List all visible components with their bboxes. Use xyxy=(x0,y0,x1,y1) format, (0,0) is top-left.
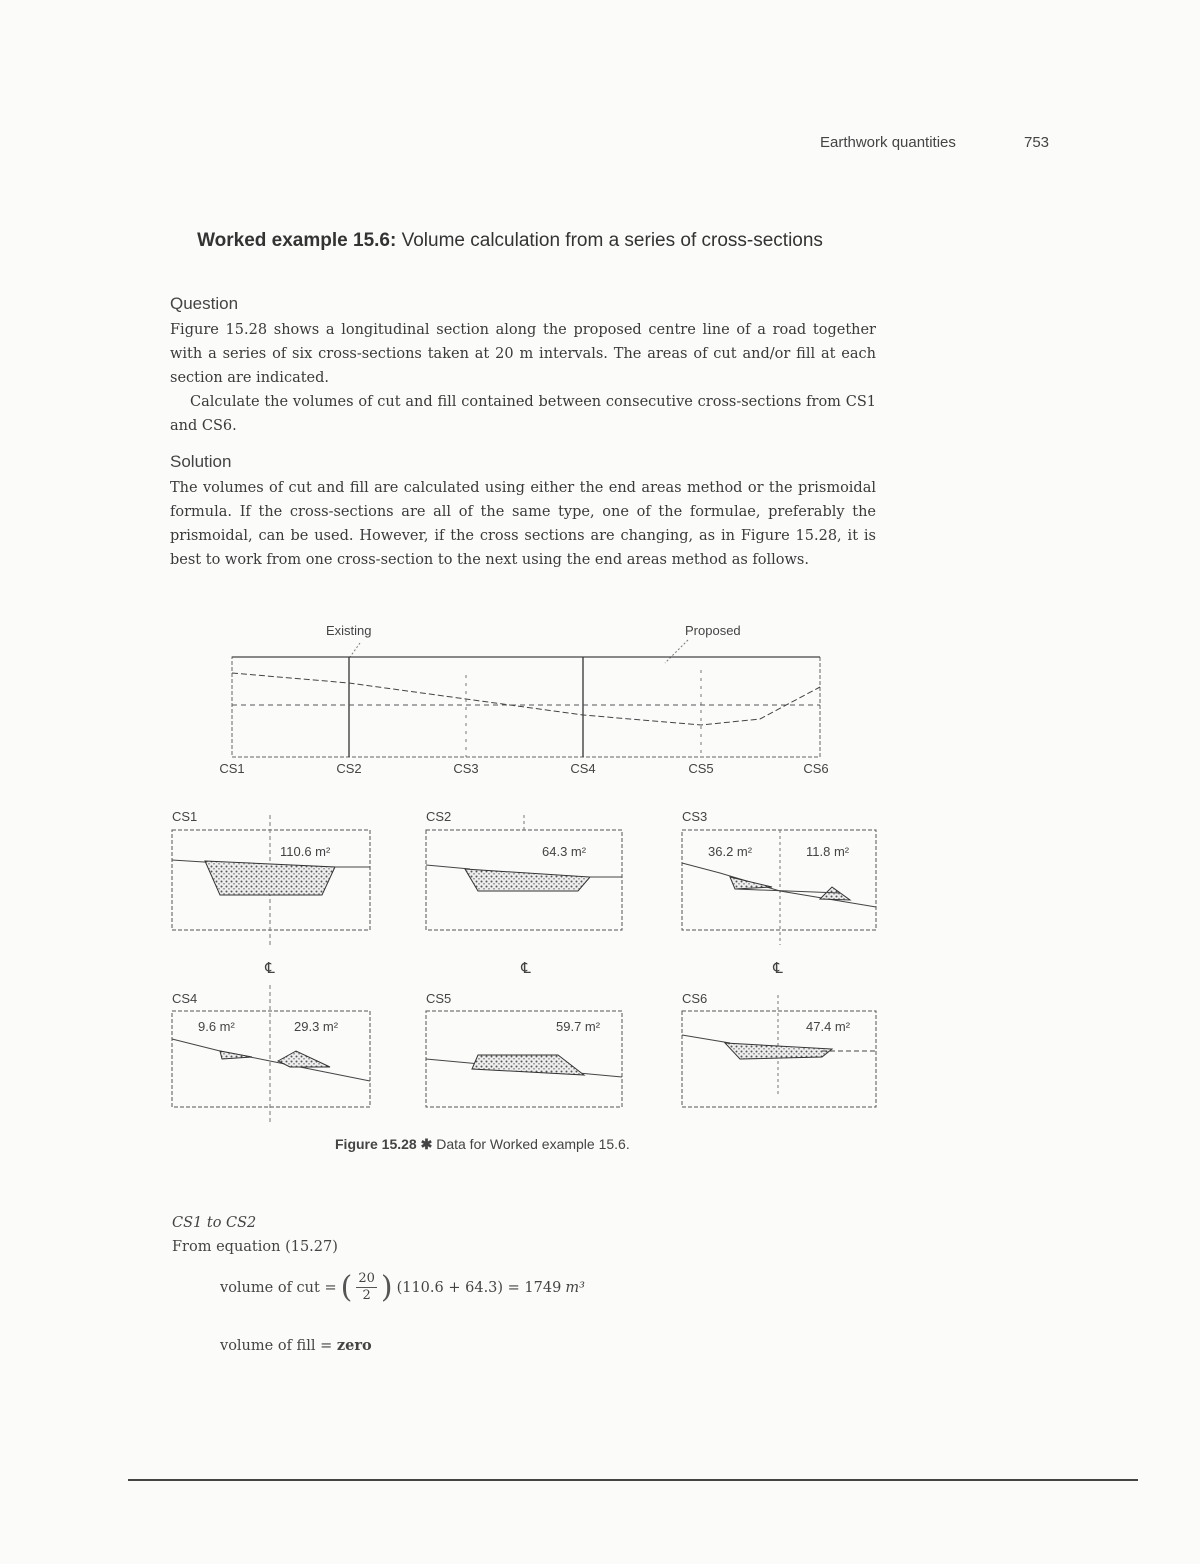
page-number: 753 xyxy=(1024,134,1050,151)
cs2-label: CS2 xyxy=(426,809,452,824)
worked-example-label: Worked example 15.6: xyxy=(197,230,397,251)
cs3-ground-line xyxy=(682,863,876,907)
calculation-reference: From equation (15.27) xyxy=(172,1239,338,1255)
cs5-label: CS5 xyxy=(426,991,452,1006)
question-heading: Question xyxy=(170,294,239,313)
fill-volume-label: volume of fill = xyxy=(220,1338,333,1354)
cross-section-cs1 xyxy=(172,809,370,945)
longitudinal-label-cs5: CS5 xyxy=(688,761,714,776)
fill-volume-value: zero xyxy=(336,1337,372,1354)
longitudinal-label-cs3: CS3 xyxy=(453,761,479,776)
cs5-fill-area xyxy=(472,1055,584,1075)
cs6-area-cut: 47.4 m² xyxy=(806,1019,851,1034)
solution-heading: Solution xyxy=(170,452,232,471)
centreline-symbol-1: ℄ xyxy=(265,960,275,977)
worked-example-heading: Volume calculation from a series of cross-sections xyxy=(401,230,823,251)
cs4-ground-line xyxy=(172,1039,370,1081)
cs4-label: CS4 xyxy=(172,991,198,1006)
cut-volume-unit: m³ xyxy=(565,1279,585,1296)
cs6-label: CS6 xyxy=(682,991,708,1006)
cs5-area-fill: 59.7 m² xyxy=(556,1019,601,1034)
cs3-fill-area xyxy=(820,887,850,900)
cs1-label: CS1 xyxy=(172,809,198,824)
fraction xyxy=(356,1271,377,1304)
centreline-symbol-2: ℄ xyxy=(521,960,531,977)
cs4-fill-area xyxy=(278,1051,330,1067)
fill-volume-equation xyxy=(220,1337,372,1354)
figure-caption xyxy=(335,1136,630,1153)
longitudinal-label-cs6: CS6 xyxy=(803,761,829,776)
fraction-numerator: 20 xyxy=(358,1271,375,1286)
cross-section-cs2 xyxy=(426,809,622,930)
longitudinal-label-cs2: CS2 xyxy=(336,761,362,776)
cross-section-cs4 xyxy=(172,985,370,1125)
cross-section-cs3 xyxy=(682,809,876,945)
cs3-label: CS3 xyxy=(682,809,708,824)
question-paragraph-2: Calculate the volumes of cut and fill contained between consecutive cross-sections from CS1 and CS6. xyxy=(170,394,876,434)
figure-caption-label: Figure 15.28 ✱ xyxy=(335,1136,433,1152)
cs4-area-cut: 9.6 m² xyxy=(198,1019,235,1034)
cross-section-cs6 xyxy=(682,991,876,1107)
cs2-area-cut: 64.3 m² xyxy=(542,844,587,859)
existing-label: Existing xyxy=(326,623,372,638)
figure-caption-text: Data for Worked example 15.6. xyxy=(436,1136,630,1152)
figure-15-28 xyxy=(160,615,890,1130)
longitudinal-label-cs1: CS1 xyxy=(219,761,245,776)
proposed-label: Proposed xyxy=(685,623,741,638)
running-header: Earthwork quantities xyxy=(820,134,956,151)
cut-volume-label: volume of cut = xyxy=(220,1279,337,1296)
cut-volume-expression: (110.6 + 64.3) = 1749 xyxy=(396,1279,562,1296)
question-paragraph-1: Figure 15.28 shows a longitudinal section along the proposed centre line of a road together with a series of six cross-sections taken at 20 m intervals. The areas of cut and/or fill at each section are indicated. xyxy=(170,322,876,386)
fraction-denominator: 2 xyxy=(362,1288,371,1303)
worked-example-title xyxy=(180,228,840,254)
centreline-symbol-3: ℄ xyxy=(773,960,783,977)
existing-ground-profile xyxy=(232,673,820,725)
cs4-area-fill: 29.3 m² xyxy=(294,1019,339,1034)
page-bottom-rule xyxy=(128,1479,1138,1481)
cs3-cut-area xyxy=(730,877,772,889)
cs3-area-cut: 36.2 m² xyxy=(708,844,753,859)
cs2-cut-area xyxy=(465,869,590,891)
cs1-area-cut: 110.6 m² xyxy=(280,844,331,859)
longitudinal-section xyxy=(219,623,828,776)
cross-section-cs5 xyxy=(426,991,622,1107)
solution-paragraph: The volumes of cut and fill are calculated using either the end areas method or the prismoidal formula. If the cross-sections are all of the same type, one of the formulae, preferably the prismoidal, can be used. However, if the cross sections are changing, as in Figure 15.28, it is best to work from one cross-section to the next using the end areas method as follows. xyxy=(170,480,876,568)
cs1-cut-area xyxy=(205,861,335,895)
cs4-cut-area xyxy=(220,1051,252,1059)
cut-volume-equation: volume of cut = ( $\frac{20}{2}$ ) (110.6 + 64.3) = 1749 m³ xyxy=(220,1270,585,1305)
calculation-heading: CS1 to CS2 xyxy=(172,1215,257,1231)
longitudinal-label-cs4: CS4 xyxy=(570,761,596,776)
cs3-area-fill: 11.8 m² xyxy=(806,844,850,859)
